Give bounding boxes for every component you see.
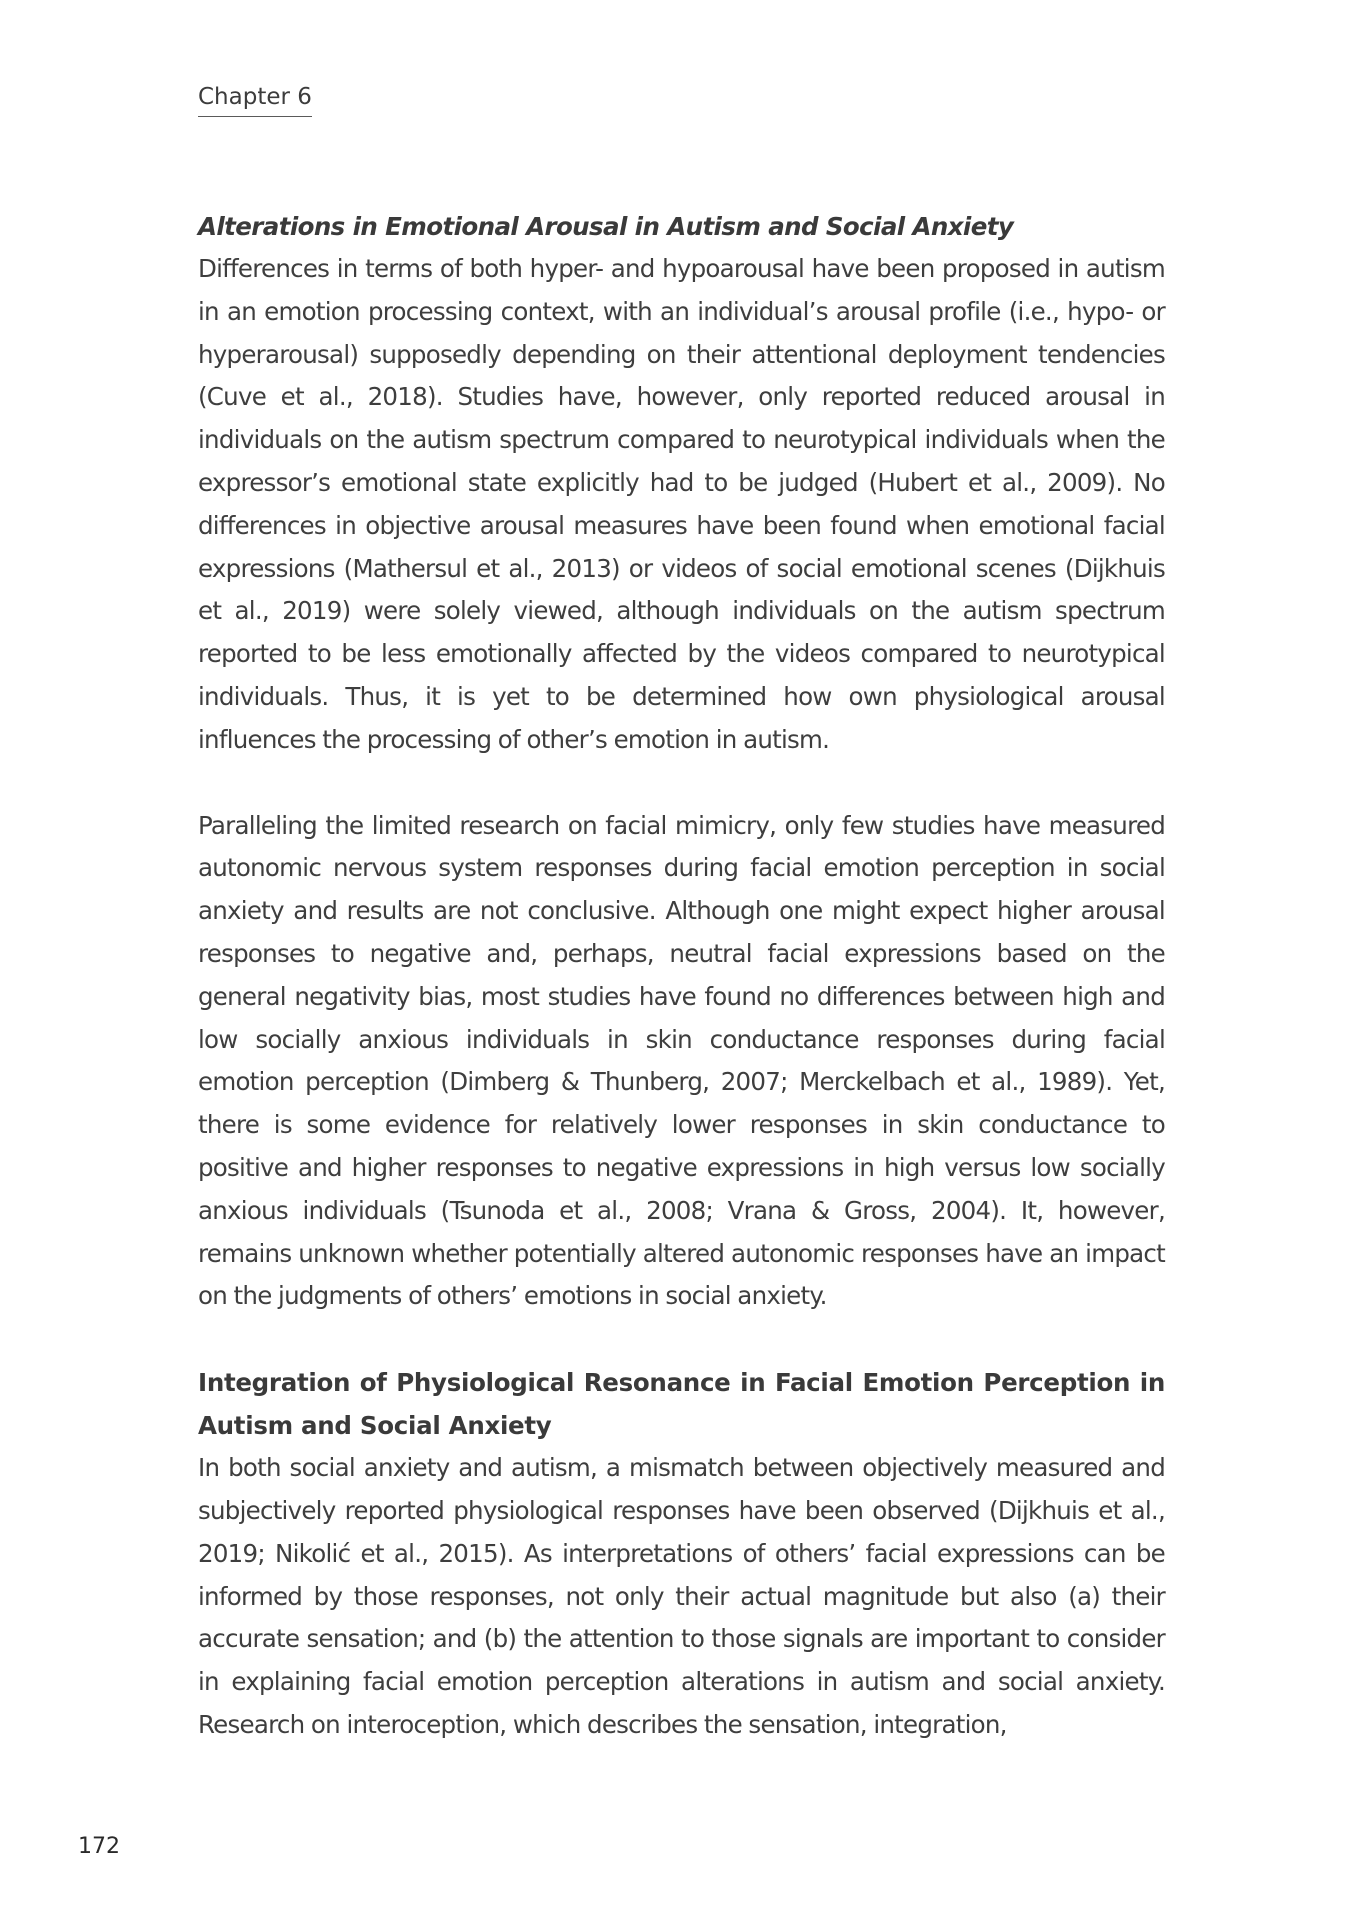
paragraph-interoception: In both social anxiety and autism, a mismatch between objectively measured and subjectively reported physiological responses have been observed (Dijkhuis et al., 2019; Nikolić et al., 2015). As interpretations of others’ facial expressions can be informed by those responses, not only their actual magnitude but also (a) their accurate sensation; and (b) the attention to those signals are important to consider in explaining facial emotion perception alterations in autism and social anxiety. Research on interoception, which describes the sensation, integration,	[198, 1453, 1165, 1739]
running-head: Chapter 6	[198, 82, 312, 117]
section-heading-arousal: Alterations in Emotional Arousal in Autism and Social Anxiety	[198, 212, 1014, 241]
paragraph-arousal-autism: Differences in terms of both hyper- and hypoarousal have been proposed in autism in an emotion processing context, with an individual’s arousal profile (i.e., hypo- or hyperarousal) supposedly depending on their attentional deployment tendencies (Cuve et al., 2018). Studies have, however, only reported reduced arousal in individuals on the autism spectrum compared to neurotypical individuals when the expressor’s emotional state explicitly had to be judged (Hubert et al., 2009). No differences in objective arousal measures have been found when emotional facial expressions (Mathersul et al., 2013) or videos of social emotional scenes (Dijkhuis et al., 2019) were solely viewed, although individuals on the autism spectrum reported to be less emotionally affected by the videos compared to neurotypical individuals. Thus, it is yet to be determined how own physiological arousal influences the processing of other’s emotion in autism.	[198, 254, 1165, 754]
page-number: 172	[78, 1834, 120, 1859]
body-content	[198, 205, 1165, 1747]
section-gap	[198, 1318, 1165, 1361]
paragraph-arousal-social-anxiety: Paralleling the limited research on facial mimicry, only few studies have measured autonomic nervous system responses during facial emotion perception in social anxiety and results are not conclusive. Although one might expect higher arousal responses to negative and, perhaps, neutral facial expressions based on the general negativity bias, most studies have found no differences between high and low socially anxious individuals in skin conductance responses during facial emotion perception (Dimberg & Thunberg, 2007; Merckelbach et al., 1989). Yet, there is some evidence for relatively lower responses in skin conductance to positive and higher responses to negative expressions in high versus low socially anxious individuals (Tsunoda et al., 2008; Vrana & Gross, 2004). It, however, remains unknown whether potentially altered autonomic responses have an impact on the judgments of others’ emotions in social anxiety.	[198, 810, 1165, 1311]
paragraph-gap	[198, 762, 1165, 805]
section-heading-physiological-resonance: Integration of Physiological Resonance in Facial Emotion Perception in Autism and Social Anxiety	[198, 1368, 1165, 1441]
